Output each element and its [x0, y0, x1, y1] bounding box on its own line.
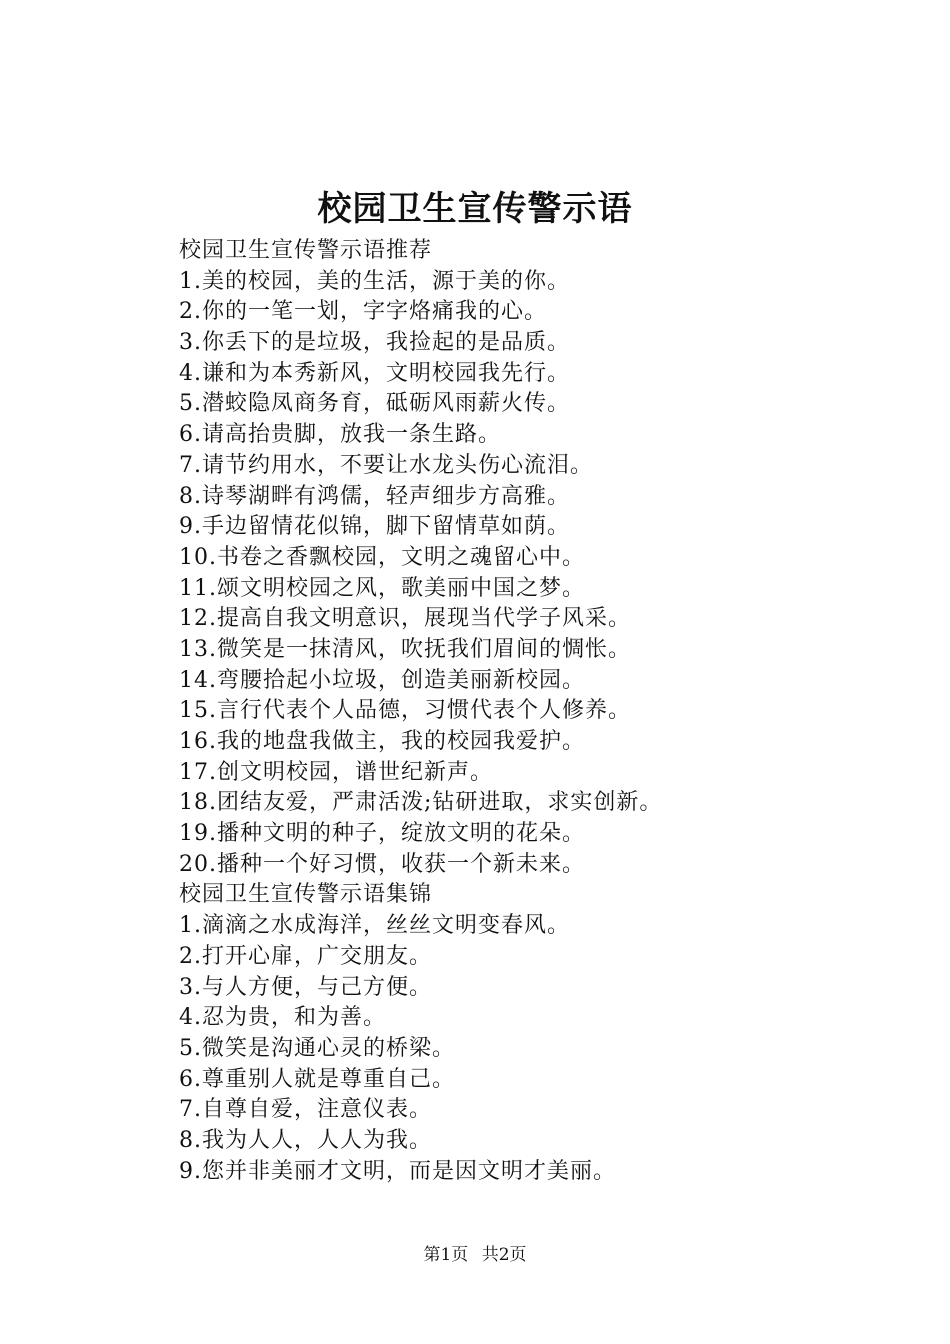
page-footer — [0, 1243, 950, 1267]
list-item: 10.书卷之香飘校园，文明之魂留心中。 — [179, 544, 585, 570]
list-item: 17.创文明校园，谱世纪新声。 — [179, 759, 493, 785]
section-heading: 校园卫生宣传警示语集锦 — [179, 882, 433, 908]
list-item: 11.颂文明校园之风，歌美丽中国之梦。 — [179, 575, 585, 601]
list-item: 5.微笑是沟通心灵的桥梁。 — [179, 1035, 455, 1061]
list-item: 7.请节约用水，不要让水龙头伤心流泪。 — [179, 452, 593, 478]
list-item: 5.潜蛟隐凤商务育，砥砺风雨薪火传。 — [179, 391, 570, 417]
list-item: 15.言行代表个人品德，习惯代表个人修养。 — [179, 698, 631, 724]
list-item: 20.播种一个好习惯，收获一个新未来。 — [179, 851, 585, 877]
list-item: 7.自尊自爱，注意仪表。 — [179, 1097, 432, 1123]
list-item: 3.与人方便，与己方便。 — [179, 974, 432, 1000]
list-item: 1.滴滴之水成海洋，丝丝文明变春风。 — [179, 913, 570, 939]
list-item: 18.团结友爱，严肃活泼;钻研进取，求实创新。 — [179, 790, 663, 816]
list-item: 3.你丢下的是垃圾，我捡起的是品质。 — [179, 330, 570, 356]
list-item: 13.微笑是一抹清风，吹抚我们眉间的惆怅。 — [179, 636, 631, 662]
list-item: 16.我的地盘我做主，我的校园我爱护。 — [179, 729, 585, 754]
list-item: 1.美的校园，美的生活，源于美的你。 — [179, 268, 570, 294]
list-item: 19.播种文明的种子，绽放文明的花朵。 — [179, 821, 585, 847]
list-item: 9.手边留情花似锦，脚下留情草如荫。 — [179, 514, 570, 540]
list-item: 6.请高抬贵脚，放我一条生路。 — [179, 422, 501, 448]
list-item: 6.尊重别人就是尊重自己。 — [179, 1066, 455, 1092]
list-item: 4.谦和为本秀新风，文明校园我先行。 — [179, 360, 570, 386]
page-title: 校园卫生宣传警示语 — [317, 189, 633, 229]
list-item: 8.我为人人，人人为我。 — [179, 1127, 432, 1153]
page-number: 第1页 — [423, 1245, 469, 1265]
list-item: 2.你的一笔一划，字字烙痛我的心。 — [179, 299, 547, 325]
list-item: 9.您并非美丽才文明，而是因文明才美丽。 — [179, 1158, 616, 1184]
list-item: 8.诗琴湖畔有鸿儒，轻声细步方高雅。 — [179, 483, 570, 509]
list-item: 12.提高自我文明意识，展现当代学子风采。 — [179, 606, 631, 632]
section-heading: 校园卫生宣传警示语推荐 — [179, 238, 433, 263]
list-item: 14.弯腰拾起小垃圾，创造美丽新校园。 — [179, 667, 585, 693]
list-item: 4.忍为贵，和为善。 — [179, 1005, 386, 1031]
document-body — [179, 236, 899, 1187]
page-total: 共2页 — [481, 1245, 527, 1265]
list-item: 2.打开心扉，广交朋友。 — [179, 943, 432, 969]
